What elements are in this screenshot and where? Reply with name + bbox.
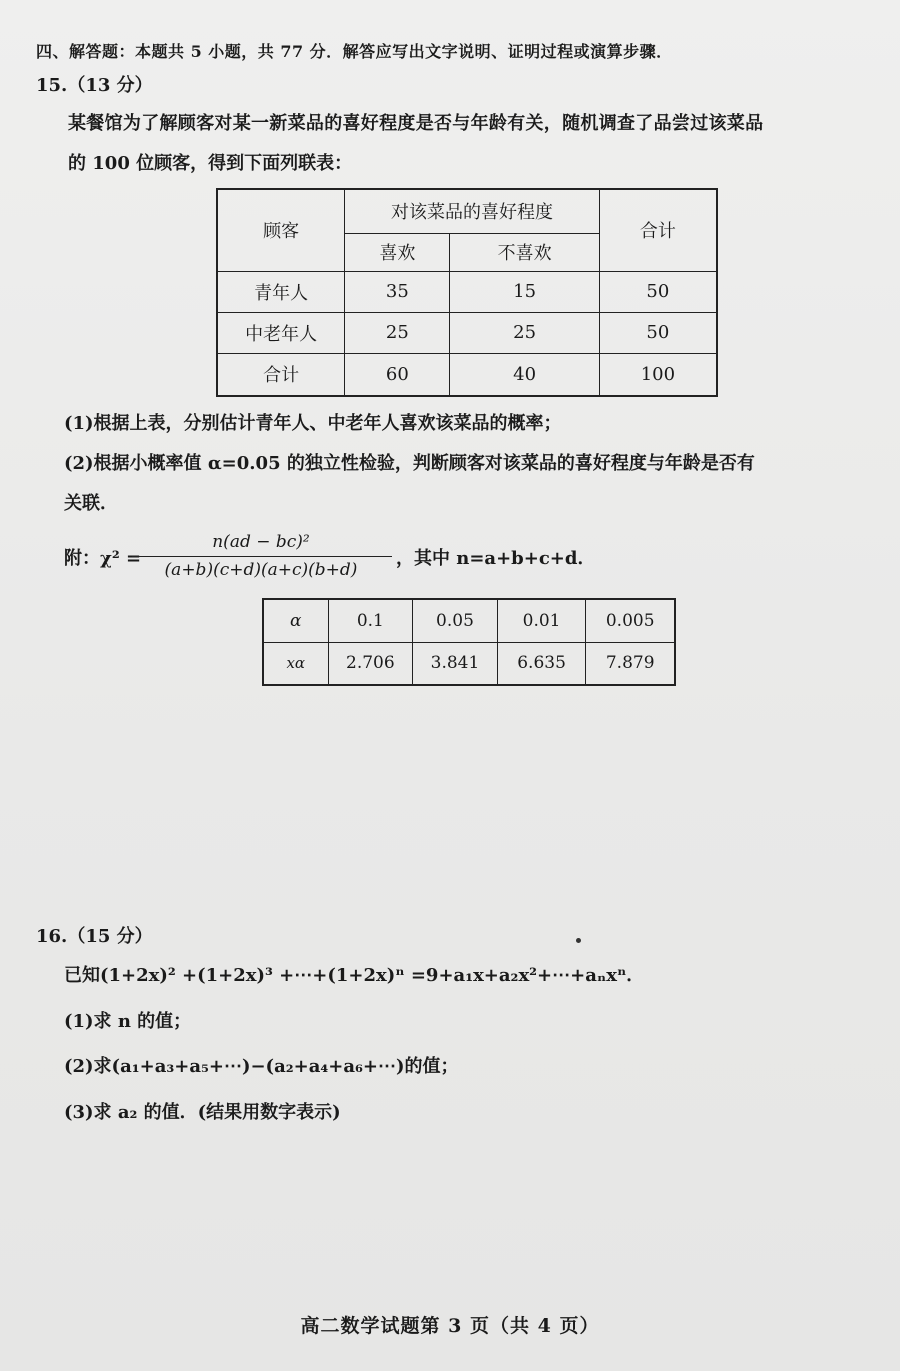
q16-part2: (2)求(a₁+a₃+a₅+⋯)−(a₂+a₄+a₆+⋯)的值； <box>64 1056 459 1077</box>
q15-part1: (1)根据上表，分别估计青年人、中老年人喜欢该菜品的概率； <box>64 413 562 434</box>
table-row <box>263 642 675 685</box>
formula-suffix: ，其中 n=a+b+c+d． <box>396 548 596 569</box>
critical-value: 2.706 <box>328 642 413 685</box>
row-label: 青年人 <box>217 271 345 312</box>
q15-part2-line2: 关联． <box>64 493 118 514</box>
chi-square-fraction <box>128 532 394 580</box>
formula-denominator: (a+b)(c+d)(a+c)(b+d) <box>164 560 358 580</box>
header-dislike: 不喜欢 <box>450 233 599 271</box>
alpha-value: 0.005 <box>586 599 675 642</box>
critical-value: 6.635 <box>497 642 586 685</box>
cell-like: 25 <box>345 312 450 353</box>
fraction-bar <box>132 556 392 557</box>
row-label: 中老年人 <box>217 312 345 353</box>
cell-like: 60 <box>345 353 450 396</box>
alpha-value: 0.01 <box>497 599 586 642</box>
table-row <box>217 312 717 353</box>
cell-total: 50 <box>599 312 717 353</box>
q15-intro-line2: 的 100 位顾客，得到下面列联表： <box>68 153 353 174</box>
table-row <box>263 599 675 642</box>
header-like: 喜欢 <box>345 233 450 271</box>
q15-number: 15.（13 分） <box>36 75 153 96</box>
critical-value: 3.841 <box>413 642 498 685</box>
cell-total: 100 <box>599 353 717 396</box>
alpha-value: 0.05 <box>413 599 498 642</box>
row-label: 合计 <box>217 353 345 396</box>
critical-value-table <box>262 598 676 686</box>
page-footer: 高二数学试题第 3 页（共 4 页） <box>300 1315 600 1337</box>
q15-part2-line1: (2)根据小概率值 α=0.05 的独立性检验，判断顾客对该菜品的喜好程度与年龄是否有 <box>64 453 755 474</box>
formula-prefix: 附：χ² = <box>64 548 142 569</box>
q15-intro-line1: 某餐馆为了解顾客对某一新菜品的喜好程度是否与年龄有关，随机调查了品尝过该菜品 <box>68 113 764 134</box>
cell-dislike: 15 <box>450 271 599 312</box>
x-alpha-label: xα <box>263 642 328 685</box>
alpha-value: 0.1 <box>328 599 413 642</box>
q16-part3: (3)求 a₂ 的值．(结果用数字表示) <box>64 1102 341 1123</box>
cell-total: 50 <box>599 271 717 312</box>
contingency-table <box>216 188 718 397</box>
formula-numerator: n(ad − bc)² <box>212 532 310 552</box>
header-preference-group: 对该菜品的喜好程度 <box>345 189 600 233</box>
section-header: 四、解答题：本题共 5 小题，共 77 分．解答应写出文字说明、证明过程或演算步骤． <box>36 42 673 61</box>
q16-number: 16.（15 分） <box>36 926 153 947</box>
q16-given: 已知(1+2x)² +(1+2x)³ +⋯+(1+2x)ⁿ =9+a₁x+a₂x²+⋯+aₙxⁿ． <box>64 965 645 986</box>
cell-dislike: 25 <box>450 312 599 353</box>
cell-dislike: 40 <box>450 353 599 396</box>
table-row <box>217 271 717 312</box>
alpha-label: α <box>263 599 328 642</box>
cell-like: 35 <box>345 271 450 312</box>
table-row <box>217 353 717 396</box>
critical-value: 7.879 <box>586 642 675 685</box>
header-customer: 顾客 <box>217 189 345 271</box>
q16-part1: (1)求 n 的值； <box>64 1011 192 1032</box>
header-total: 合计 <box>599 189 717 271</box>
speck-mark <box>576 938 581 943</box>
